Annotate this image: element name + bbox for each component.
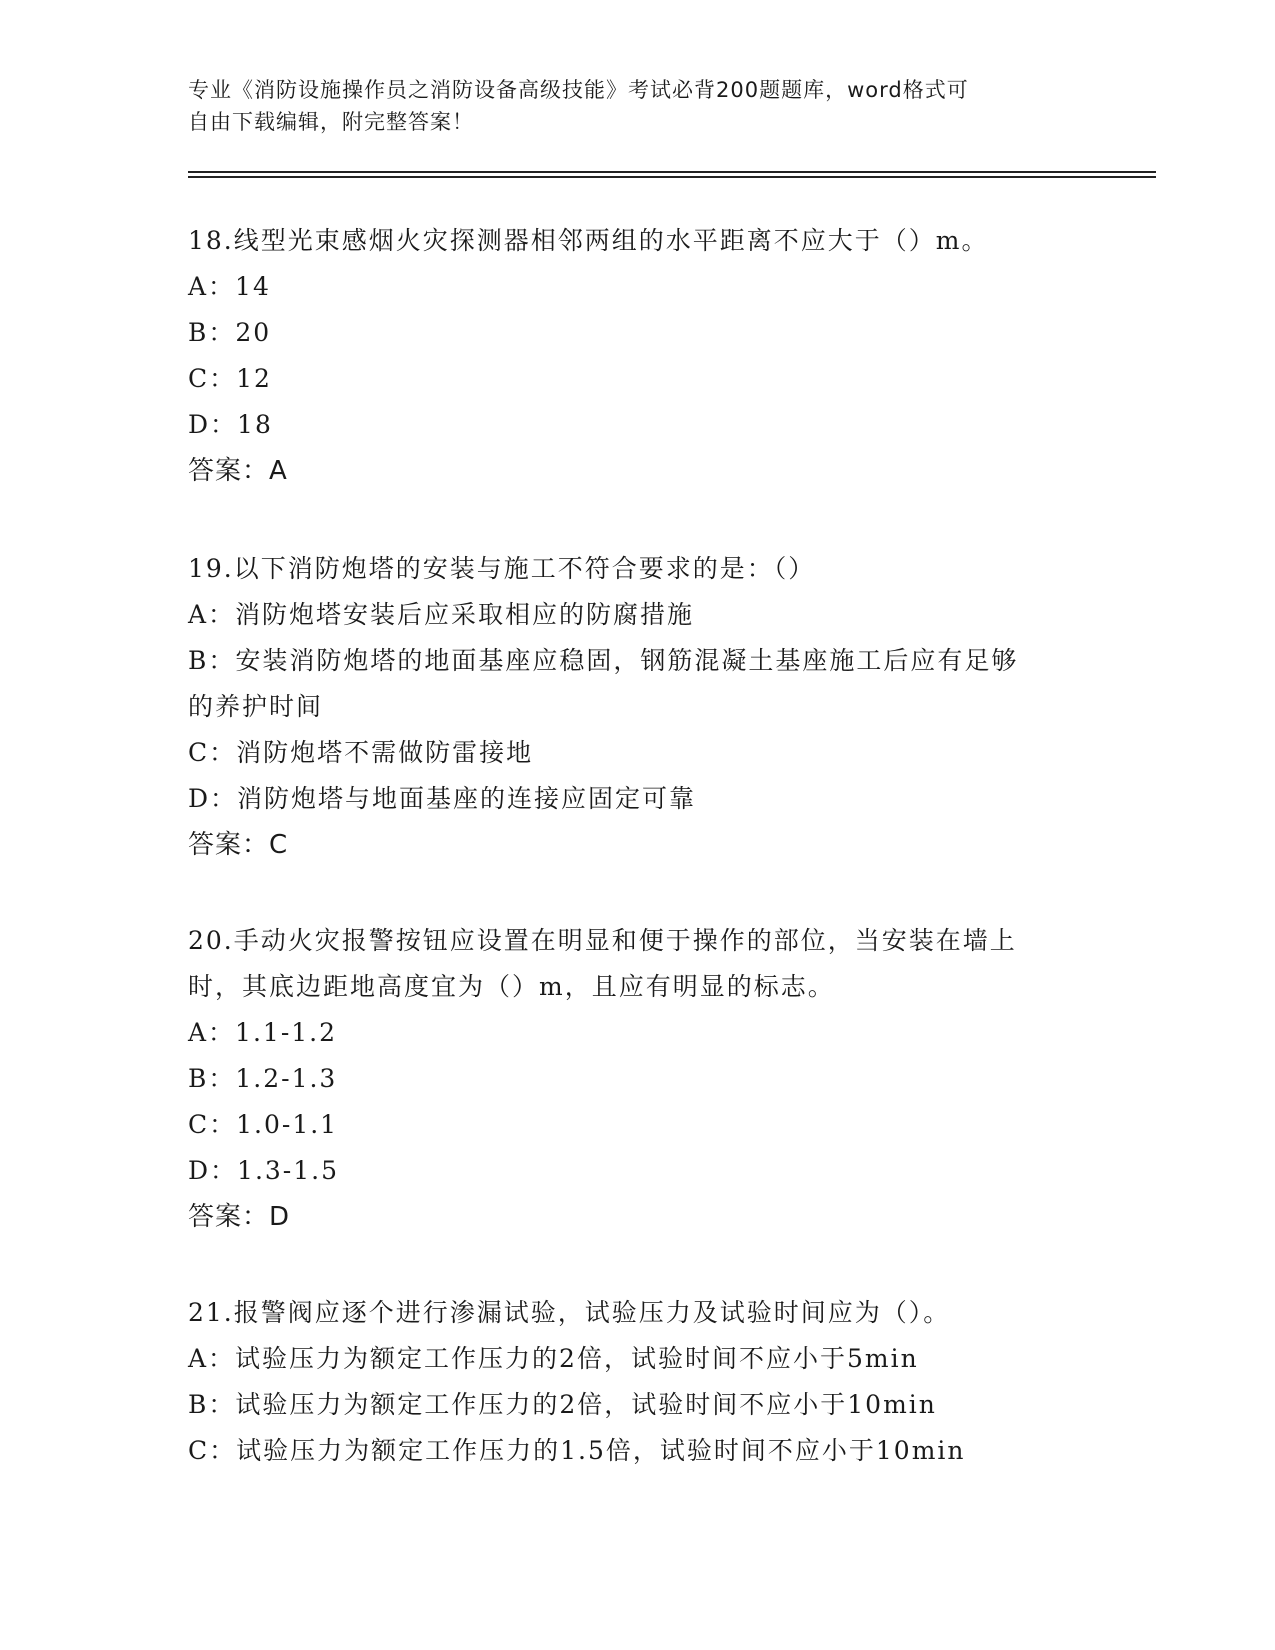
question-stem: 20.手动火灾报警按钮应设置在明显和便于操作的部位，当安装在墙上 (188, 926, 1017, 955)
question-20 (188, 918, 1088, 1240)
option-c: C：试验压力为额定工作压力的1.5倍，试验时间不应小于10min (188, 1436, 966, 1465)
answer: 答案：C (188, 830, 289, 860)
option-b: B：20 (188, 318, 272, 347)
header-line-2: 自由下载编辑，附完整答案！ (188, 110, 474, 134)
option-d: D：消防炮塔与地面基座的连接应固定可靠 (188, 784, 697, 813)
header-line-1: 专业《消防设施操作员之消防设备高级技能》考试必背200题题库，word格式可 (188, 78, 969, 102)
option-a: A：14 (188, 272, 271, 301)
option-d: D：1.3-1.5 (188, 1156, 340, 1185)
option-c: C：1.0-1.1 (188, 1110, 339, 1139)
question-21 (188, 1290, 1088, 1474)
option-a: A：1.1-1.2 (188, 1018, 338, 1047)
question-stem: 19.以下消防炮塔的安装与施工不符合要求的是：（） (188, 554, 816, 583)
question-19 (188, 546, 1088, 868)
option-a: A：消防炮塔安装后应采取相应的防腐措施 (188, 600, 695, 629)
option-c: C：12 (188, 364, 272, 393)
question-stem-continued: 时，其底边距地高度宜为（）m，且应有明显的标志。 (188, 972, 835, 1001)
answer: 答案：D (188, 1202, 291, 1232)
document-header (188, 74, 1088, 138)
question-18 (188, 218, 1088, 494)
question-stem: 18.线型光束感烟火灾探测器相邻两组的水平距离不应大于（）m。 (188, 226, 989, 255)
option-b-continued: 的养护时间 (188, 692, 324, 721)
option-b: B：试验压力为额定工作压力的2倍，试验时间不应小于10min (188, 1390, 937, 1419)
header-divider-bottom (188, 176, 1156, 178)
option-b: B：安装消防炮塔的地面基座应稳固，钢筋混凝土基座施工后应有足够 (188, 646, 1019, 675)
option-a: A：试验压力为额定工作压力的2倍，试验时间不应小于5min (188, 1344, 919, 1373)
option-d: D：18 (188, 410, 273, 439)
header-divider-top (188, 171, 1156, 173)
option-c: C：消防炮塔不需做防雷接地 (188, 738, 534, 767)
option-b: B：1.2-1.3 (188, 1064, 338, 1093)
answer: 答案：A (188, 456, 288, 486)
question-stem: 21.报警阀应逐个进行渗漏试验，试验压力及试验时间应为（）。 (188, 1298, 951, 1327)
